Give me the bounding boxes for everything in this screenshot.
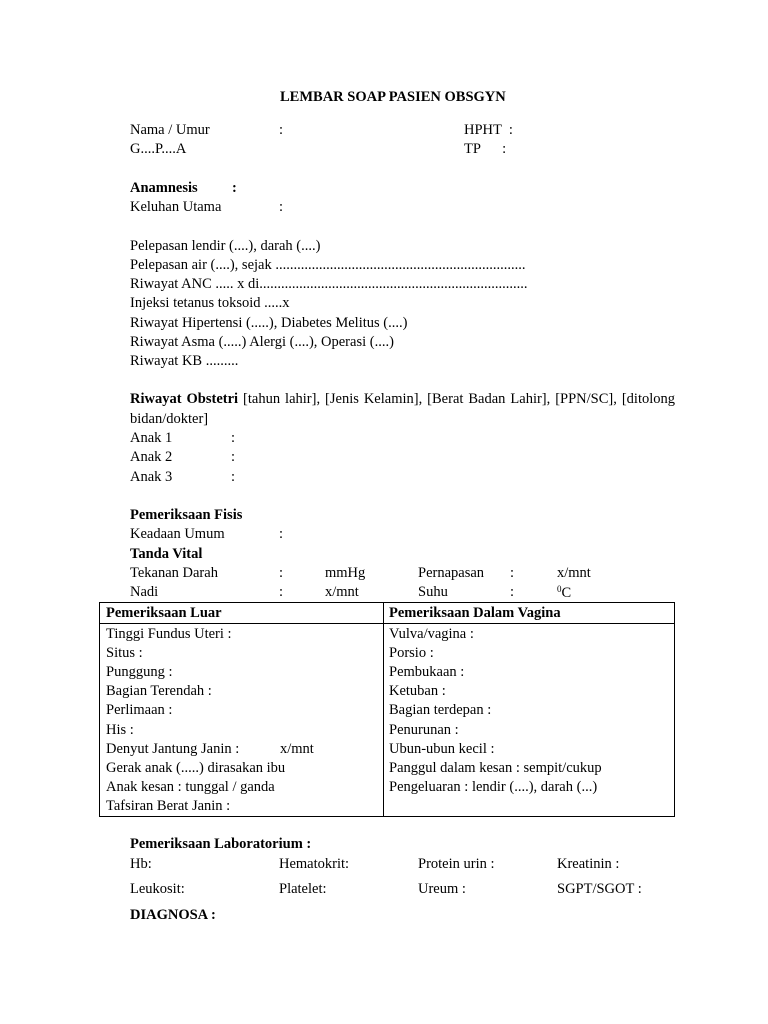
colon: : bbox=[279, 565, 284, 581]
colon: : bbox=[510, 584, 515, 600]
table-cell-luar: His : bbox=[106, 722, 134, 738]
table-cell-luar: Gerak anak (.....) dirasakan ibu bbox=[106, 760, 286, 776]
anamnesis-line: Injeksi tetanus toksoid .....x bbox=[130, 295, 290, 311]
unit-celsius bbox=[557, 585, 571, 601]
colon: : bbox=[232, 180, 237, 196]
obstetri-paragraph bbox=[130, 390, 675, 429]
table-header-rule bbox=[100, 623, 674, 624]
colon: : bbox=[279, 199, 284, 215]
table-cell-dalam: Pembukaan : bbox=[389, 664, 465, 680]
anamnesis-line: Riwayat ANC ..... x di.......................................................................... bbox=[130, 276, 528, 292]
label-keluhan-utama: Keluhan Utama bbox=[130, 199, 222, 215]
label-gpa: G....P....A bbox=[130, 141, 187, 157]
anamnesis-line: Pelepasan lendir (....), darah (....) bbox=[130, 238, 321, 254]
lab-label: Leukosit: bbox=[130, 881, 185, 897]
unit-xmnt: x/mnt bbox=[325, 584, 359, 600]
diagnosa-heading: DIAGNOSA : bbox=[130, 907, 216, 923]
table-cell-luar: Bagian Terendah : bbox=[106, 683, 212, 699]
colon: : bbox=[510, 565, 515, 581]
table-cell-dalam: Pengeluaran : lendir (....), darah (...) bbox=[389, 779, 598, 795]
label-suhu: Suhu bbox=[418, 584, 448, 600]
colon: : bbox=[231, 449, 236, 465]
label-pernapasan: Pernapasan bbox=[418, 565, 485, 581]
colon: : bbox=[231, 430, 236, 446]
page-title: LEMBAR SOAP PASIEN OBSGYN bbox=[280, 89, 506, 105]
table-cell-luar: Situs : bbox=[106, 645, 143, 661]
table-header-luar: Pemeriksaan Luar bbox=[106, 605, 222, 621]
label-tekanan-darah: Tekanan Darah bbox=[130, 565, 218, 581]
label-nama-umur: Nama / Umur bbox=[130, 122, 210, 138]
colon: : bbox=[279, 526, 284, 542]
colon: : bbox=[279, 584, 284, 600]
colon: : bbox=[231, 469, 236, 485]
anamnesis-line: Riwayat Hipertensi (.....), Diabetes Melitus (....) bbox=[130, 315, 408, 331]
colon: : bbox=[279, 122, 284, 138]
table-divider bbox=[383, 603, 384, 816]
tanda-vital-heading: Tanda Vital bbox=[130, 546, 203, 562]
lab-label: Platelet: bbox=[279, 881, 327, 897]
anamnesis-line: Riwayat KB ......... bbox=[130, 353, 239, 369]
table-cell-dalam: Ketuban : bbox=[389, 683, 446, 699]
table-header-dalam: Pemeriksaan Dalam Vagina bbox=[389, 605, 561, 621]
label-anak-3: Anak 3 bbox=[130, 469, 173, 485]
label-hpht: HPHT : bbox=[464, 122, 513, 138]
anamnesis-heading: Anamnesis bbox=[130, 180, 198, 196]
unit-xmnt: x/mnt bbox=[557, 565, 591, 581]
table-cell-dalam: Panggul dalam kesan : sempit/cukup bbox=[389, 760, 602, 776]
fisis-heading: Pemeriksaan Fisis bbox=[130, 507, 243, 523]
label-anak-1: Anak 1 bbox=[130, 430, 173, 446]
table-cell-luar: Tafsiran Berat Janin : bbox=[106, 798, 231, 814]
table-cell-dalam: Porsio : bbox=[389, 645, 434, 661]
anamnesis-line: Riwayat Asma (.....) Alergi (....), Operasi (....) bbox=[130, 334, 394, 350]
label-keadaan-umum: Keadaan Umum bbox=[130, 526, 225, 542]
lab-label: Protein urin : bbox=[418, 856, 495, 872]
table-cell-dalam: Bagian terdepan : bbox=[389, 702, 492, 718]
obstetri-heading: Riwayat Obstetri bbox=[130, 391, 239, 407]
lab-label: Kreatinin : bbox=[557, 856, 620, 872]
table-cell-luar: Denyut Jantung Janin : bbox=[106, 741, 240, 757]
table-cell-dalam: Ubun-ubun kecil : bbox=[389, 741, 495, 757]
degree-superscript: 0 bbox=[557, 584, 562, 594]
label-anak-2: Anak 2 bbox=[130, 449, 173, 465]
table-cell-luar: Punggung : bbox=[106, 664, 173, 680]
label-tp: TP : bbox=[464, 141, 507, 157]
table-cell-dalam: Vulva/vagina : bbox=[389, 626, 474, 642]
table-cell-luar: Tinggi Fundus Uteri : bbox=[106, 626, 232, 642]
lab-label: Hematokrit: bbox=[279, 856, 350, 872]
table-cell-luar: Anak kesan : tunggal / ganda bbox=[106, 779, 275, 795]
label-nadi: Nadi bbox=[130, 584, 159, 600]
examination-table bbox=[99, 602, 675, 817]
lab-label: Hb: bbox=[130, 856, 152, 872]
unit-mmhg: mmHg bbox=[325, 565, 366, 581]
lab-label: SGPT/SGOT : bbox=[557, 881, 642, 897]
obstetri-description: [tahun lahir], [Jenis Kelamin], [Berat Badan Lahir], [PPN/SC], [ditolong bidan/dokter] bbox=[130, 391, 675, 427]
lab-label: Ureum : bbox=[418, 881, 466, 897]
unit-xmnt: x/mnt bbox=[280, 741, 314, 757]
table-cell-dalam: Penurunan : bbox=[389, 722, 459, 738]
anamnesis-line: Pelepasan air (....), sejak ..................................................................... bbox=[130, 257, 526, 273]
lab-heading: Pemeriksaan Laboratorium : bbox=[130, 836, 312, 852]
celsius-letter: C bbox=[561, 585, 572, 601]
table-cell-luar: Perlimaan : bbox=[106, 702, 173, 718]
